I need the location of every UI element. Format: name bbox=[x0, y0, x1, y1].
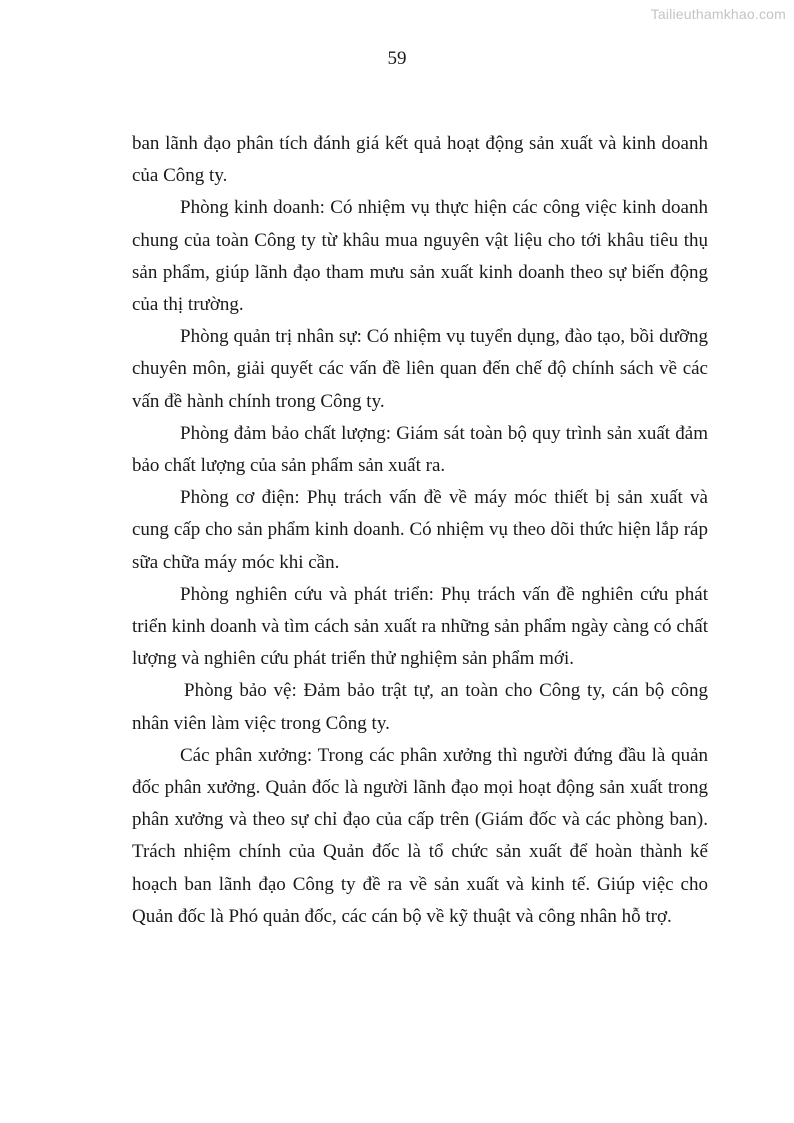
paragraph-workshops: Các phân xưởng: Trong các phân xưởng thì người đứng đầu là quản đốc phân xưởng. Quản đốc là người lãnh đạo mọi hoạt động sản xuất trong phân xưởng và theo sự chỉ đạo của cấp trên (Giám đốc và các phòng ban). Trách nhiệm chính của Quản đốc là tổ chức sản xuất để hoàn thành kế hoạch ban lãnh đạo Công ty đề ra về sản xuất và kinh tế. Giúp việc cho Quản đốc là Phó quản đốc, các cán bộ về kỹ thuật và công nhân hỗ trợ. bbox=[132, 744, 708, 927]
watermark: Tailieuthamkhao.com bbox=[650, 6, 786, 22]
paragraph-research-development: Phòng nghiên cứu và phát triển: Phụ trách vấn đề nghiên cứu phát triển kinh doanh và tìm cách sản xuất ra những sản phẩm ngày càng có chất lượng và nghiên cứu phát triển thử nghiệm sản phẩm mới. bbox=[132, 583, 708, 670]
paragraph-continuation: ban lãnh đạo phân tích đánh giá kết quả hoạt động sản xuất và kinh doanh của Công ty. bbox=[132, 133, 708, 187]
page-number: 59 bbox=[387, 48, 407, 69]
paragraph-electromechanical: Phòng cơ điện: Phụ trách vấn đề về máy móc thiết bị sản xuất và cung cấp cho sản phẩm kinh doanh. Có nhiệm vụ theo dõi thức hiện lắp ráp sữa chữa máy móc khi cần. bbox=[132, 487, 708, 573]
document-body bbox=[132, 128, 708, 933]
paragraph-hr-department: Phòng quản trị nhân sự: Có nhiệm vụ tuyển dụng, đào tạo, bồi dưỡng chuyên môn, giải quyết các vấn đề liên quan đến chế độ chính sách về các vấn đề hành chính trong Công ty. bbox=[132, 326, 708, 412]
paragraph-quality-assurance: Phòng đảm bảo chất lượng: Giám sát toàn bộ quy trình sản xuất đảm bảo chất lượng của sản phẩm sản xuất ra. bbox=[132, 422, 708, 477]
paragraph-sales-department: Phòng kinh doanh: Có nhiệm vụ thực hiện các công việc kinh doanh chung của toàn Công ty từ khâu mua nguyên vật liệu cho tới khâu tiêu thụ sản phẩm, giúp lãnh đạo tham mưu sản xuất kinh doanh theo sự biến động của thị trường. bbox=[132, 197, 708, 316]
paragraph-security: Phòng bảo vệ: Đảm bảo trật tự, an toàn cho Công ty, cán bộ công nhân viên làm việc trong Công ty. bbox=[132, 680, 708, 734]
